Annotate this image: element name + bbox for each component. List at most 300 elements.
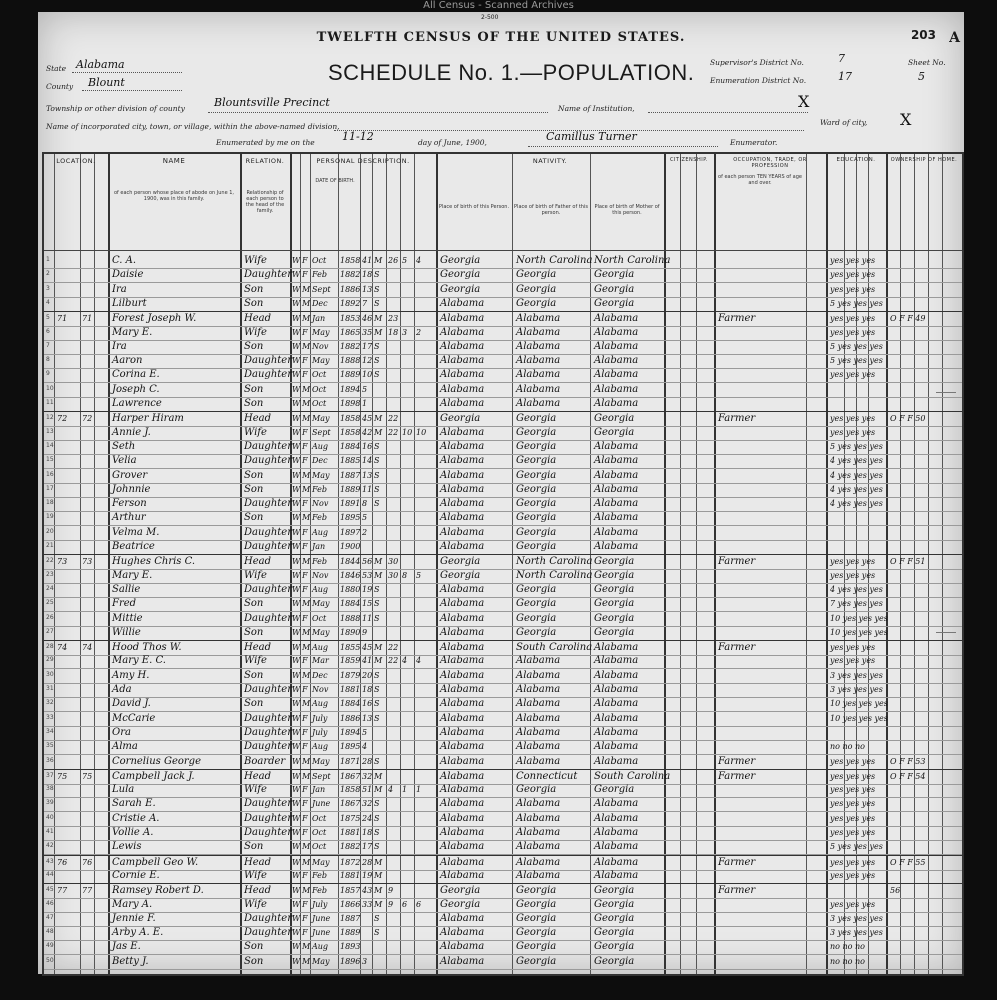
line-number: 42 <box>46 842 54 850</box>
birthplace-cell: Alabama <box>440 541 485 552</box>
race-cell: W <box>292 799 301 809</box>
birth-year-cell: 1881 <box>340 685 361 694</box>
birthplace-cell: Alabama <box>440 483 485 495</box>
dwelling-cell: 75 <box>57 771 68 781</box>
birthplace-cell: Alabama <box>440 598 485 610</box>
age-cell: 3 <box>362 956 368 966</box>
county-line <box>82 90 182 91</box>
marital-cell: S <box>374 670 380 680</box>
sex-cell: M <box>302 956 311 966</box>
years-married-cell: 9 <box>388 899 394 909</box>
age-cell: 16 <box>362 441 373 451</box>
birthplace-cell: Alabama <box>440 755 485 767</box>
father-birthplace-cell: Georgia <box>516 612 557 624</box>
father-birthplace-cell: Connecticut <box>516 770 578 782</box>
marital-cell: M <box>374 414 383 424</box>
years-married-cell: 22 <box>388 656 399 666</box>
mother-birthplace-cell: Alabama <box>594 841 639 853</box>
birth-month-cell: Feb <box>312 513 327 523</box>
sex-cell: F <box>302 499 308 509</box>
education-cell: no no no <box>830 956 865 966</box>
birth-subheading: DATE OF BIRTH. <box>315 178 355 184</box>
birth-year-cell: 1884 <box>340 699 361 709</box>
education-cell: yes yes yes <box>830 857 876 867</box>
dwelling-cell: 76 <box>57 857 68 867</box>
schedule-title: SCHEDULE No. 1.—POPULATION. <box>328 60 695 85</box>
mother-birthplace-cell: Alabama <box>594 798 639 810</box>
marital-cell: S <box>374 713 380 723</box>
line-number: 33 <box>46 713 54 721</box>
years-married-cell: 4 <box>388 785 394 795</box>
age-cell: 43 <box>362 886 373 896</box>
sex-cell: M <box>302 484 311 494</box>
relation-cell: Daughter <box>244 712 292 724</box>
family-cell: 73 <box>82 557 93 567</box>
sex-cell: F <box>302 270 308 280</box>
table-row <box>44 812 962 827</box>
relation-cell: Daughter <box>244 369 292 381</box>
name-cell: Lewis <box>112 841 142 853</box>
table-row <box>44 797 962 812</box>
father-birthplace-cell: Georgia <box>516 898 557 910</box>
margin-tick <box>936 392 956 393</box>
birthplace-cell: Georgia <box>440 885 481 897</box>
city-x-mark: X <box>798 92 810 111</box>
line-number: 5 <box>46 314 50 322</box>
sex-cell: F <box>302 685 308 694</box>
table-row <box>44 626 962 641</box>
birth-month-cell: Sept <box>312 284 331 294</box>
age-cell: 13 <box>362 284 373 294</box>
name-cell: Hughes Chris C. <box>112 556 196 568</box>
father-birthplace-cell: Georgia <box>516 541 557 552</box>
education-cell: 10 yes yes yes <box>830 613 888 623</box>
education-cell: yes yes yes <box>830 557 876 567</box>
mother-birthplace-cell: Alabama <box>594 812 639 824</box>
table-row <box>44 912 962 927</box>
archive-watermark: All Census - Scanned Archives <box>423 0 574 11</box>
education-cell: 4 yes yes yes <box>830 470 883 480</box>
birth-month-cell: Oct <box>312 370 327 380</box>
birth-year-cell: 1882 <box>340 270 361 280</box>
table-row <box>44 469 962 484</box>
name-cell: Cornie E. <box>112 869 160 881</box>
birthplace-cell: Alabama <box>440 741 485 753</box>
birth-year-cell: 1880 <box>340 584 361 594</box>
age-cell: 19 <box>362 584 373 594</box>
sex-cell: M <box>302 670 311 680</box>
birth-month-cell: Feb <box>312 557 327 567</box>
line-number: 27 <box>46 627 54 635</box>
birth-month-cell: Feb <box>312 270 327 280</box>
age-cell: 12 <box>362 356 373 366</box>
sex-cell: M <box>302 627 311 637</box>
name-cell: Annie J. <box>112 426 151 438</box>
relation-cell: Daughter <box>244 455 292 467</box>
education-cell: 5 yes yes yes <box>830 842 883 852</box>
table-row <box>44 583 962 598</box>
relation-cell: Wife <box>244 569 267 581</box>
education-cell: no no no <box>830 942 865 952</box>
relation-cell: Son <box>244 340 264 352</box>
mother-birthplace-cell: Georgia <box>594 297 635 309</box>
relation-cell: Son <box>244 483 264 495</box>
name-cell: Lula <box>112 784 135 796</box>
birth-year-cell: 1895 <box>340 513 361 523</box>
sex-cell: M <box>302 886 311 896</box>
birth-year-cell: 1881 <box>340 828 361 837</box>
mother-birthplace-cell: Alabama <box>594 684 639 695</box>
sex-cell: M <box>302 414 311 424</box>
line-number: 16 <box>46 470 54 478</box>
mother-birthplace-cell: Georgia <box>594 955 635 967</box>
mother-birthplace-cell: Georgia <box>594 612 635 624</box>
name-cell: Campbell Geo W. <box>112 856 199 868</box>
name-cell: Ira <box>112 340 127 352</box>
sex-cell: M <box>302 857 311 867</box>
sex-cell: F <box>302 727 308 737</box>
children-born-cell: 3 <box>402 327 408 337</box>
mother-birthplace-cell: Alabama <box>594 712 639 724</box>
race-cell: W <box>292 456 301 466</box>
name-cell: Sallie <box>112 583 141 595</box>
birth-year-cell: 1892 <box>340 298 361 308</box>
marital-cell: S <box>374 685 380 694</box>
relation-cell: Daughter <box>244 541 292 552</box>
father-birthplace-cell: Georgia <box>516 297 557 309</box>
marital-cell: S <box>374 270 380 280</box>
name-cell: Aaron <box>112 355 143 367</box>
line-number: 46 <box>46 899 54 907</box>
birthplace-cell: Georgia <box>440 413 481 425</box>
table-row <box>44 397 962 412</box>
line-number: 44 <box>46 870 54 878</box>
supervisor-label: Supervisor's District No. <box>710 58 804 67</box>
birth-month-cell: Sept <box>312 771 331 781</box>
birth-year-cell: 1853 <box>340 314 361 324</box>
sex-cell: F <box>302 570 308 580</box>
name-cell: Vollie A. <box>112 827 154 838</box>
relation-cell: Daughter <box>244 498 292 510</box>
name-cell: Corina E. <box>112 369 160 381</box>
sex-cell: M <box>302 643 311 653</box>
sex-cell: F <box>302 656 308 666</box>
mother-birthplace-cell: Alabama <box>594 755 639 767</box>
birth-month-cell: Oct <box>312 399 327 408</box>
table-row <box>44 297 962 312</box>
sex-cell: M <box>302 599 311 609</box>
mother-birthplace-cell: Georgia <box>594 583 635 595</box>
mother-birthplace-cell: Georgia <box>594 426 635 438</box>
birthplace-cell: Alabama <box>440 655 485 667</box>
age-cell: 11 <box>362 484 373 494</box>
line-number: 11 <box>46 399 54 406</box>
birth-month-cell: Sept <box>312 427 331 437</box>
age-cell: 7 <box>362 298 368 308</box>
age-cell: 1 <box>362 399 368 408</box>
children-living-cell: 5 <box>416 570 422 580</box>
education-cell: yes yes yes <box>830 899 876 909</box>
occupation-cell: Farmer <box>718 770 756 782</box>
ownership-cell: O F F 55 <box>890 857 926 867</box>
table-row <box>44 697 962 712</box>
relation-heading: RELATION. <box>245 157 285 165</box>
relation-cell: Wife <box>244 255 267 266</box>
mother-birthplace-cell: Alabama <box>594 398 639 409</box>
name-cell: Mary A. <box>112 898 153 910</box>
table-row <box>44 340 962 355</box>
sex-cell: F <box>302 828 308 837</box>
birth-month-cell: May <box>312 327 330 337</box>
children-living-cell: 10 <box>416 427 427 437</box>
enumerated-label: Enumerated by me on the <box>216 138 315 147</box>
age-cell: 20 <box>362 670 373 680</box>
education-cell: 3 yes yes yes <box>830 913 883 923</box>
sex-cell: M <box>302 399 311 408</box>
sex-cell: M <box>302 384 311 394</box>
enumeration-label: Enumeration District No. <box>710 76 807 85</box>
name-cell: Ferson <box>112 498 147 510</box>
name-cell: Lilburt <box>112 297 147 309</box>
age-cell: 5 <box>362 384 368 394</box>
mother-birthplace-cell: Alabama <box>594 669 639 681</box>
birth-month-cell: Dec <box>312 670 328 680</box>
sex-cell: M <box>302 842 311 852</box>
supervisor-value: 7 <box>838 52 845 65</box>
relation-cell: Wife <box>244 784 267 796</box>
name-cell: David J. <box>112 698 151 710</box>
name-cell: Johnnie <box>112 483 151 495</box>
relation-cell: Son <box>244 698 264 710</box>
education-heading: EDUCATION. <box>836 157 876 163</box>
birth-month-cell: May <box>312 599 330 609</box>
ownership-cell: 56 <box>890 886 901 896</box>
county-value: Blount <box>88 76 125 89</box>
education-cell: 3 yes yes yes <box>830 670 883 680</box>
relation-cell: Head <box>244 856 272 868</box>
education-cell: 7 yes yes yes <box>830 599 883 609</box>
birthplace-cell: Alabama <box>440 784 485 796</box>
line-number: 26 <box>46 613 54 621</box>
mother-birthplace-cell: Alabama <box>594 383 639 395</box>
education-cell: 5 yes yes yes <box>830 298 883 308</box>
occupation-heading: OCCUPATION, TRADE, OR PROFESSION <box>733 157 807 169</box>
age-cell: 45 <box>362 643 373 653</box>
table-row <box>44 869 962 884</box>
line-number: 41 <box>46 828 54 835</box>
father-birthplace-cell: Alabama <box>516 712 561 724</box>
father-birthplace-cell: South Carolina <box>516 642 593 654</box>
birth-month-cell: June <box>312 928 331 938</box>
sex-cell: M <box>302 771 311 781</box>
name-cell: McCarie <box>112 712 156 724</box>
sex-cell: F <box>302 742 308 752</box>
marital-cell: S <box>374 813 380 823</box>
name-cell: Seth <box>112 440 136 452</box>
marital-cell: S <box>374 928 380 938</box>
mother-birthplace-cell: Georgia <box>594 626 635 638</box>
birth-year-cell: 1884 <box>340 599 361 609</box>
line-number: 20 <box>46 527 54 535</box>
mother-birthplace-cell: Alabama <box>594 369 639 381</box>
relation-cell: Wife <box>244 869 267 881</box>
birth-year-cell: 1897 <box>340 527 361 537</box>
birthplace-cell: Alabama <box>440 684 485 695</box>
education-cell: yes yes yes <box>830 284 876 294</box>
birth-year-cell: 1894 <box>340 384 361 394</box>
marital-cell: M <box>374 557 383 567</box>
race-cell: W <box>292 414 301 424</box>
father-birthplace-cell: Alabama <box>516 755 561 767</box>
sex-cell: F <box>302 527 308 537</box>
race-cell: W <box>292 643 301 653</box>
relation-cell: Daughter <box>244 583 292 595</box>
relation-cell: Daughter <box>244 812 292 824</box>
father-birthplace-cell: Georgia <box>516 941 557 953</box>
name-cell: Betty J. <box>112 955 149 967</box>
name-cell: Ira <box>112 283 127 295</box>
table-row <box>44 926 962 941</box>
line-number: 32 <box>46 699 54 707</box>
father-birthplace-cell: Georgia <box>516 413 557 425</box>
race-cell: W <box>292 270 301 280</box>
mother-birthplace-cell: Alabama <box>594 313 639 325</box>
children-living-cell: 2 <box>416 327 422 337</box>
birth-year-cell: 1859 <box>340 656 361 666</box>
father-birthplace-cell: Alabama <box>516 383 561 395</box>
relation-cell: Head <box>244 413 272 425</box>
birth-month-cell: Feb <box>312 870 327 880</box>
relation-cell: Head <box>244 885 272 897</box>
name-subheading: of each person whose place of abode on June 1, 1900, was in this family. <box>113 190 235 202</box>
race-cell: W <box>292 314 301 324</box>
father-birthplace-cell: Alabama <box>516 856 561 868</box>
birth-year-cell: 1881 <box>340 870 361 880</box>
name-cell: Joseph C. <box>112 383 160 395</box>
age-cell: 18 <box>362 685 373 694</box>
dwelling-cell: 77 <box>57 886 68 896</box>
children-living-cell: 6 <box>416 899 422 909</box>
birthplace-cell: Georgia <box>440 569 481 581</box>
table-row <box>44 755 962 770</box>
marital-cell: S <box>374 613 380 623</box>
page-letter: A <box>949 30 960 46</box>
father-birthplace-cell: Alabama <box>516 313 561 325</box>
mother-birthplace-cell: Alabama <box>594 541 639 552</box>
nativity-father-subheading: Place of birth of Father of this person. <box>514 204 588 216</box>
mother-birthplace-cell: Georgia <box>594 898 635 910</box>
birth-year-cell: 1844 <box>340 557 361 567</box>
age-cell: 8 <box>362 499 368 509</box>
mother-birthplace-cell: South Carolina <box>594 770 671 782</box>
birthplace-cell: Georgia <box>440 283 481 295</box>
birth-year-cell: 1879 <box>340 670 361 680</box>
race-cell: W <box>292 599 301 609</box>
sex-cell: F <box>302 899 308 909</box>
table-row <box>44 254 962 269</box>
table-row <box>44 940 962 955</box>
father-birthplace-cell: Georgia <box>516 598 557 610</box>
years-married-cell: 23 <box>388 314 399 324</box>
age-cell: 5 <box>362 727 368 737</box>
father-birthplace-cell: North Carolina <box>516 556 593 568</box>
birth-month-cell: Oct <box>312 813 327 823</box>
father-birthplace-cell: North Carolina <box>516 569 593 581</box>
years-married-cell: 30 <box>388 570 399 580</box>
nativity-heading: NATIVITY. <box>532 157 568 165</box>
relation-cell: Son <box>244 469 264 481</box>
children-born-cell: 10 <box>402 427 413 437</box>
occupation-cell: Farmer <box>718 856 756 868</box>
population-table <box>42 152 964 976</box>
line-number: 24 <box>46 584 54 592</box>
table-row <box>44 511 962 526</box>
name-cell: Arthur <box>112 512 146 524</box>
birth-year-cell: 1871 <box>340 756 361 766</box>
name-cell: Cornelius George <box>112 755 201 767</box>
education-cell: yes yes yes <box>830 828 876 837</box>
mother-birthplace-cell: Alabama <box>594 469 639 481</box>
relation-cell: Daughter <box>244 355 292 367</box>
enumerator-label: Enumerator. <box>730 138 778 147</box>
mother-birthplace-cell: Georgia <box>594 941 635 953</box>
age-cell: 42 <box>362 427 373 437</box>
race-cell: W <box>292 584 301 594</box>
relation-cell: Daughter <box>244 726 292 738</box>
birth-year-cell: 1857 <box>340 886 361 896</box>
mother-birthplace-cell: Alabama <box>594 326 639 338</box>
birth-year-cell: 1893 <box>340 942 361 952</box>
race-cell: W <box>292 327 301 337</box>
line-number: 18 <box>46 499 54 507</box>
birthplace-cell: Alabama <box>440 669 485 681</box>
birth-month-cell: July <box>312 727 328 737</box>
name-cell: Mary E. <box>112 326 153 338</box>
birth-month-cell: Aug <box>312 643 329 653</box>
race-cell: W <box>292 699 301 709</box>
age-cell: 2 <box>362 527 368 537</box>
father-birthplace-cell: Georgia <box>516 526 557 538</box>
birth-year-cell: 1900 <box>340 542 361 551</box>
father-birthplace-cell: North Carolina <box>516 255 593 266</box>
name-cell: C. A. <box>112 255 137 266</box>
birthplace-cell: Alabama <box>440 340 485 352</box>
birthplace-cell: Alabama <box>440 927 485 939</box>
table-row <box>44 483 962 498</box>
race-cell: W <box>292 742 301 752</box>
line-number: 50 <box>46 956 54 964</box>
line-number: 9 <box>46 370 50 378</box>
education-cell: yes yes yes <box>830 427 876 437</box>
age-cell: 32 <box>362 771 373 781</box>
birthplace-cell: Alabama <box>440 770 485 782</box>
ownership-cell: O F F 53 <box>890 756 926 766</box>
sex-cell: M <box>302 298 311 308</box>
sex-cell: F <box>302 327 308 337</box>
line-number: 17 <box>46 484 54 492</box>
line-number: 29 <box>46 656 54 664</box>
education-cell: yes yes yes <box>830 656 876 666</box>
marital-cell: M <box>374 886 383 896</box>
name-cell: Cristie A. <box>112 812 160 824</box>
relation-cell: Son <box>244 841 264 853</box>
education-cell: 3 yes yes yes <box>830 928 883 938</box>
birth-month-cell: Nov <box>312 499 329 509</box>
ownership-cell: O F F 49 <box>890 314 926 324</box>
family-cell: 72 <box>82 414 93 424</box>
sex-cell: M <box>302 699 311 709</box>
father-birthplace-cell: Georgia <box>516 784 557 796</box>
